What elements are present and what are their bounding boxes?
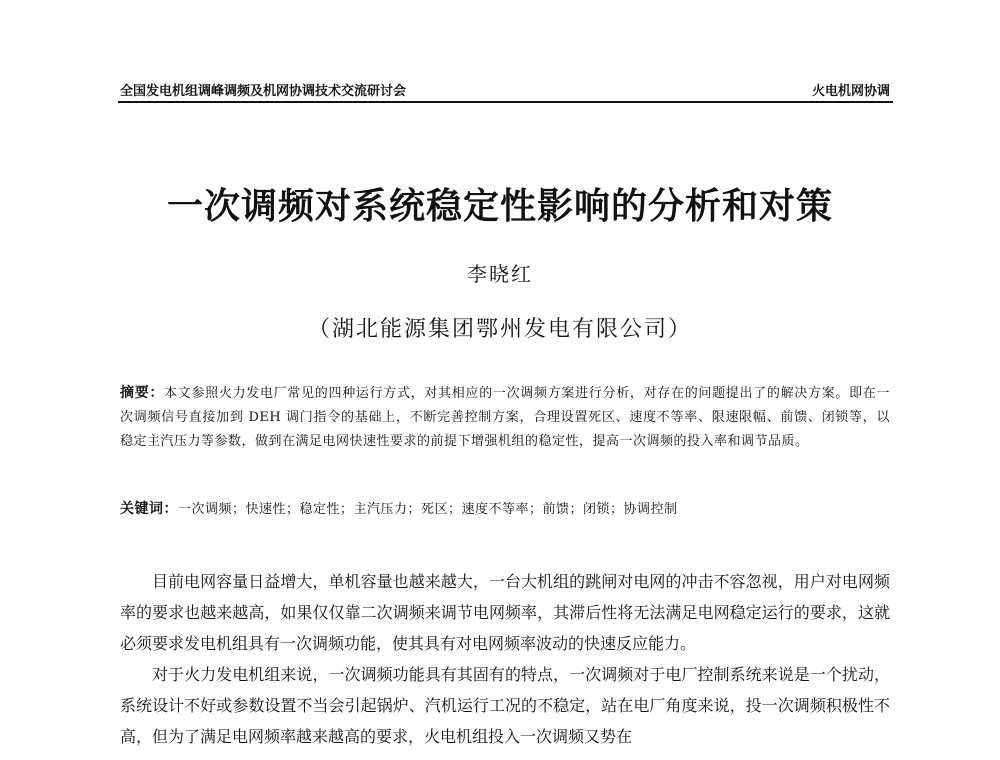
header-rule bbox=[118, 101, 893, 103]
section-name: 火电机网协调 bbox=[811, 84, 890, 99]
abstract-label: 摘要： bbox=[120, 385, 165, 401]
paper-title: 一次调频对系统稳定性影响的分析和对策 bbox=[166, 186, 833, 227]
author-name: 李晓红 bbox=[467, 262, 533, 286]
keywords-label: 关键词： bbox=[120, 501, 178, 517]
body-paragraph: 对于火力发电机组来说，一次调频功能具有其固有的特点，一次调频对于电厂控制系统来说是一个扰动，系统设计不好或参数设置不当会引起锅炉、汽机运行工况的不稳定，站在电厂角度来说，投一次调频积极性不高，但为了满足电网频率越来越高的要求，火电机组投入一次调频又势在 bbox=[120, 665, 890, 746]
conference-name: 全国发电机组调峰调频及机网协调技术交流研讨会 bbox=[120, 84, 407, 99]
body-text bbox=[120, 566, 890, 752]
keywords bbox=[120, 497, 890, 522]
abstract-text: 本文参照火力发电厂常见的四种运行方式，对其相应的一次调频方案进行分析，对存在的问题提出了的解决方案。即在一次调频信号直接加到 DEH 调门指令的基础上，不断完善控制方案，合理设置死区、速度不等率、限速限幅、前馈、闭锁等，以稳定主汽压力等参数，做到在满足电网快速性要求的前提下增强机组的稳定性，提高一次调频的投入率和调节品质。 bbox=[120, 386, 890, 449]
author-affiliation: （湖北能源集团鄂州发电有限公司） bbox=[307, 317, 692, 342]
running-header bbox=[120, 78, 890, 100]
body-paragraph: 目前电网容量日益增大，单机容量也越来越大，一台大机组的跳闸对电网的冲击不容忽视，用户对电网频率的要求也越来越高，如果仅仅靠二次调频来调节电网频率，其滞后性将无法满足电网稳定运行的要求，这就必须要求发电机组具有一次调频功能，使其具有对电网频率波动的快速反应能力。 bbox=[120, 572, 890, 653]
keywords-text: 一次调频；快速性；稳定性；主汽压力；死区；速度不等率；前馈；闭锁；协调控制 bbox=[178, 502, 678, 517]
abstract bbox=[120, 381, 890, 454]
